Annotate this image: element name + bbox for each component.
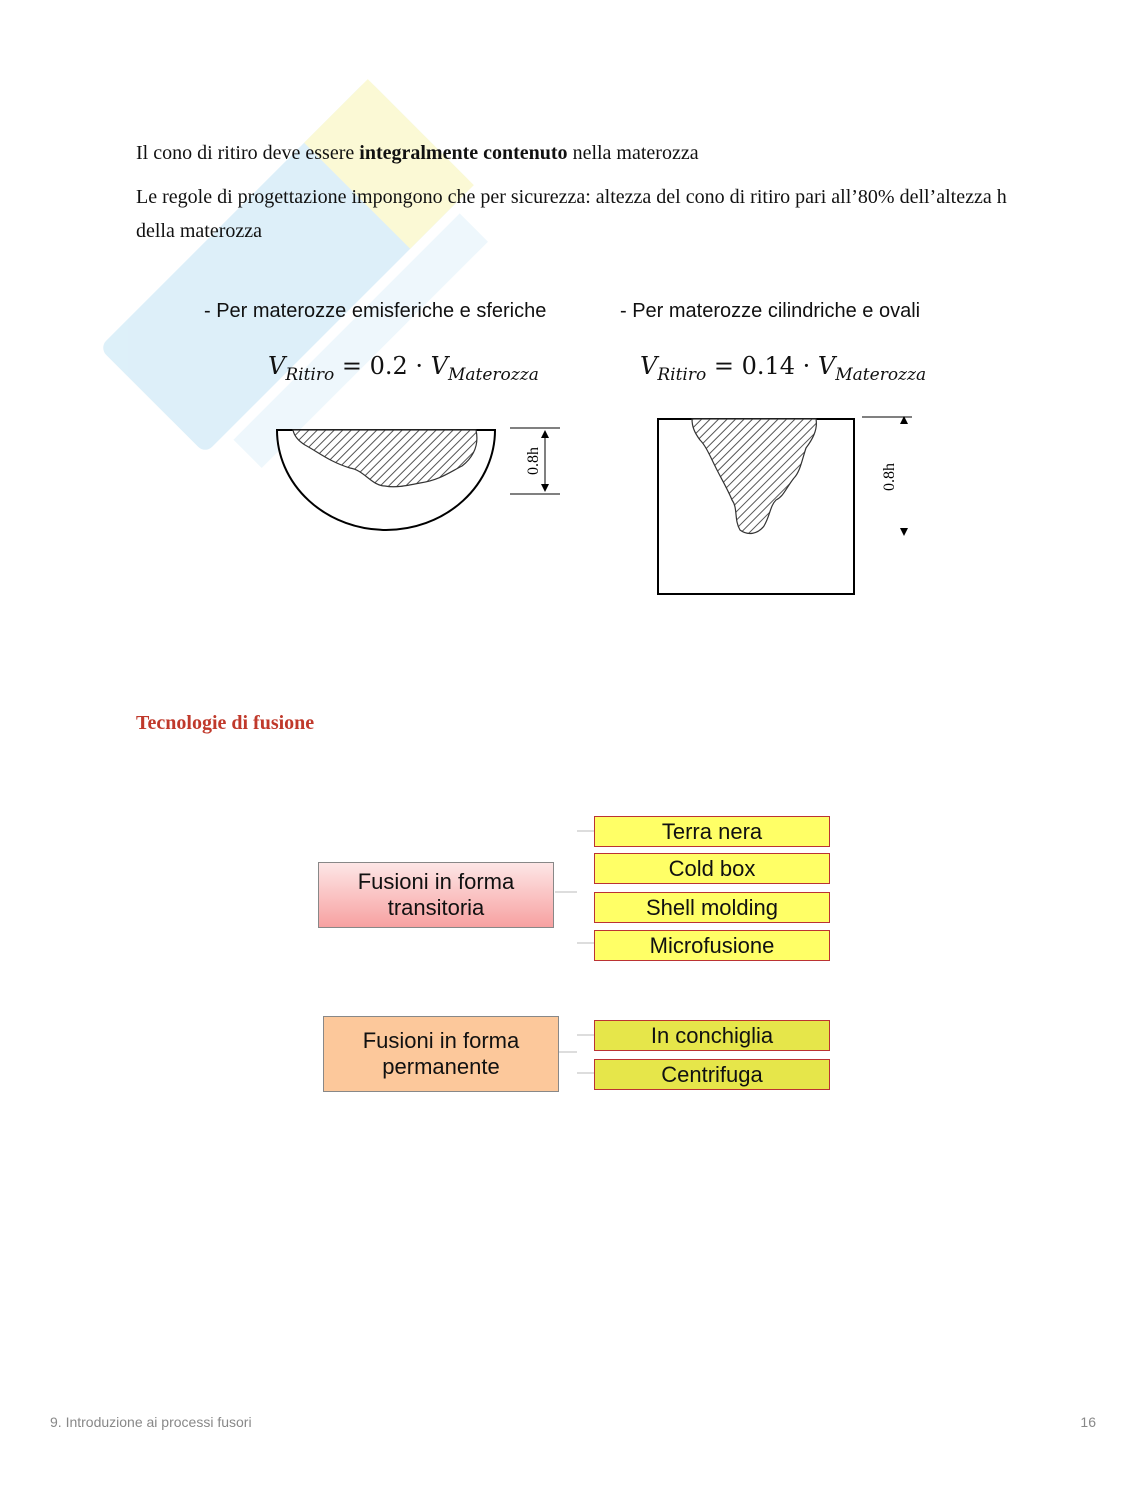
paragraph-cono-ritiro: Il cono di ritiro deve essere integralmente contenuto nella materozza: [136, 142, 699, 164]
footer-chapter-title: 9. Introduzione ai processi fusori: [50, 1414, 252, 1430]
footer-page-number: 16: [1080, 1414, 1096, 1430]
leaf-in-conchiglia: In conchiglia: [594, 1020, 830, 1051]
leaf-shell-molding: Shell molding: [594, 892, 830, 923]
caption-emisferiche: - Per materozze emisferiche e sferiche: [204, 300, 547, 322]
leaf-microfusione: Microfusione: [594, 930, 830, 961]
leaf-centrifuga: Centrifuga: [594, 1059, 830, 1090]
leaf-cold-box: Cold box: [594, 853, 830, 884]
leaf-terra-nera: Terra nera: [594, 816, 830, 847]
fusioni-forma-transitoria-box: Fusioni in forma transitoria: [318, 862, 554, 928]
dim-label-cylinder: 0.8h: [881, 463, 898, 491]
fusioni-forma-permanente-box: Fusioni in forma permanente: [323, 1016, 559, 1092]
paragraph-regole: Le regole di progettazione impongono che per sicurezza: altezza del cono di ritiro pari all’80% dell’altezza h della materozza: [136, 186, 1007, 242]
formula-emisferiche: $V_{Ritiro} = 0.2 \cdot V_{Materozza}$: [268, 352, 539, 385]
caption-cilindriche: - Per materozze cilindriche e ovali: [620, 300, 921, 322]
section-title: Tecnologie di fusione: [136, 712, 315, 734]
dim-label-hemisphere: 0.8h: [525, 447, 542, 475]
formula-cilindriche: $V_{Ritiro} = 0.14 \cdot V_{Materozza}$: [640, 352, 927, 385]
